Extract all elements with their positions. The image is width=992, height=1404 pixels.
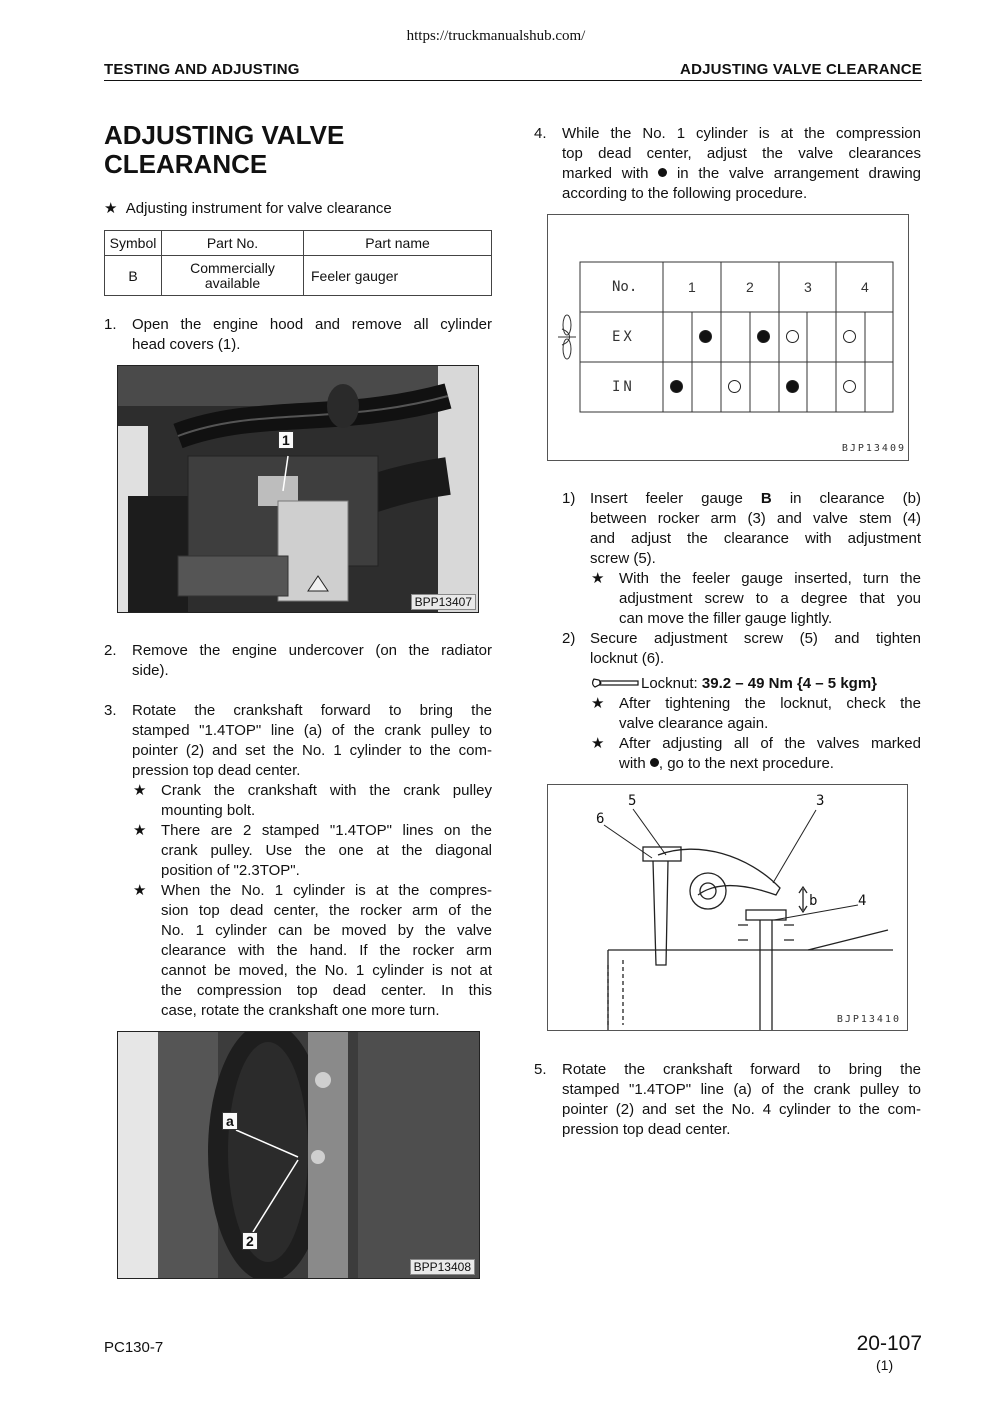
row-label-ex: EX xyxy=(612,329,635,345)
header-no: No. xyxy=(612,279,638,295)
row-label-in: IN xyxy=(612,379,635,395)
star-icon: ★ xyxy=(133,782,147,799)
step-3-text: Rotate the crankshaft forward to bring the stamped "1.4TOP" line (a) of the crank pulley to pointer (2) and set the No. 1 cylinder to the com- pression top dead center. xyxy=(132,702,492,779)
step-3-number: 3. xyxy=(104,702,117,719)
cyl-1: 1 xyxy=(688,279,696,295)
page-title: ADJUSTING VALVE CLEARANCE xyxy=(104,120,345,179)
filled-valve-mark-icon xyxy=(699,330,712,343)
page-number: 20-107 xyxy=(856,1332,922,1355)
photo-code: BPP13407 xyxy=(411,594,476,610)
engine-photo xyxy=(117,365,479,613)
label-5: 5 xyxy=(628,793,637,809)
step-4-number: 4. xyxy=(534,125,547,142)
callout-2: 2 xyxy=(242,1232,258,1250)
star-icon: ★ xyxy=(591,695,605,712)
col-header-symbol: Symbol xyxy=(105,231,162,256)
revision: (1) xyxy=(876,1357,894,1373)
step-3-note-2: There are 2 stamped "1.4TOP" lines on the crank pulley. Use the one at the diagonal position of "2.3TOP". xyxy=(161,822,492,879)
cell-part-name: Feeler gauger xyxy=(304,256,492,296)
source-url: https://truckmanualshub.com/ xyxy=(406,28,586,44)
step-1-text: Open the engine hood and remove all cylinder head covers (1). xyxy=(132,316,492,353)
substep-1-number: 1) xyxy=(562,490,576,507)
wrench-icon xyxy=(591,676,641,690)
label-4: 4 xyxy=(858,893,867,909)
cell-symbol: B xyxy=(105,256,162,296)
photo-code: BPP13408 xyxy=(410,1259,475,1275)
open-valve-mark-icon xyxy=(728,380,741,393)
step-3-note-3: When the No. 1 cylinder is at the compres- sion top dead center, the rocker arm of the No. 1 cylinder can be moved by the valve clearance with the hand. If the rocker arm cannot be moved, the No. 1 cylinder is not at the compression top dead center. In this case, rotate the crankshaft one more turn. xyxy=(161,882,492,1019)
cyl-2: 2 xyxy=(746,279,754,295)
cell-part-no: Commercially available xyxy=(162,256,304,296)
valve-arrangement-figure xyxy=(547,214,909,461)
section-header: TESTING AND ADJUSTING xyxy=(104,61,300,78)
step-2-number: 2. xyxy=(104,642,117,659)
open-valve-mark-icon xyxy=(843,330,856,343)
substep-1-note: With the feeler gauge inserted, turn the adjustment screw to a degree that you can move the filler gauge lightly. xyxy=(619,570,921,627)
label-3: 3 xyxy=(816,793,825,809)
filled-valve-mark-icon xyxy=(757,330,770,343)
callout-a: a xyxy=(222,1112,238,1130)
substep-2-number: 2) xyxy=(562,630,576,647)
substep-2-text: Secure adjustment screw (5) and tighten locknut (6). xyxy=(590,630,921,667)
label-b: b xyxy=(809,893,818,909)
tool-intro: ★ Adjusting instrument for valve clearance xyxy=(104,200,392,217)
star-icon: ★ xyxy=(133,822,147,839)
tools-table xyxy=(104,230,492,296)
step-1-number: 1. xyxy=(104,316,117,333)
substep-2-note-1: After tightening the locknut, check the valve clearance again. xyxy=(619,695,921,732)
filled-dot-icon xyxy=(650,758,659,767)
star-icon: ★ xyxy=(591,735,605,752)
cyl-3: 3 xyxy=(804,279,812,295)
torque-spec: Locknut: 39.2 – 49 Nm {4 – 5 kgm} xyxy=(591,674,922,694)
star-icon: ★ xyxy=(104,200,118,217)
figure-code: BJP13409 xyxy=(841,443,906,454)
model-number: PC130-7 xyxy=(104,1339,164,1356)
col-header-part-no: Part No. xyxy=(162,231,304,256)
rocker-arm-figure xyxy=(547,784,908,1031)
callout-1: 1 xyxy=(278,431,294,449)
filled-dot-icon xyxy=(658,168,667,177)
crank-pulley-illustration xyxy=(118,1032,479,1278)
step-3-note-1: Crank the crankshaft with the crank pulley mounting bolt. xyxy=(161,782,492,819)
header-rule xyxy=(104,80,922,81)
crank-pulley-photo xyxy=(117,1031,480,1279)
step-5-number: 5. xyxy=(534,1061,547,1078)
page-topic-header: ADJUSTING VALVE CLEARANCE xyxy=(680,61,922,78)
filled-valve-mark-icon xyxy=(670,380,683,393)
substep-1-text: Insert feeler gauge B in clearance (b) between rocker arm (3) and valve stem (4) and adjust the clearance with adjustment screw (5). xyxy=(590,490,921,567)
col-header-part-name: Part name xyxy=(304,231,492,256)
filled-valve-mark-icon xyxy=(786,380,799,393)
star-icon: ★ xyxy=(591,570,605,587)
cyl-4: 4 xyxy=(861,279,869,295)
step-2-text: Remove the engine undercover (on the radiator side). xyxy=(132,642,492,679)
substep-2-note-2: After adjusting all of the valves marked with , go to the next procedure. xyxy=(619,735,921,772)
star-icon: ★ xyxy=(133,882,147,899)
open-valve-mark-icon xyxy=(786,330,799,343)
step-4-text: While the No. 1 cylinder is at the compression top dead center, adjust the valve clearances marked with in the valve arrangement drawing according to the following procedure. xyxy=(562,125,922,202)
figure-code: BJP13410 xyxy=(836,1014,901,1025)
open-valve-mark-icon xyxy=(843,380,856,393)
label-6: 6 xyxy=(596,811,605,827)
step-5-text: Rotate the crankshaft forward to bring the stamped "1.4TOP" line (a) of the crank pulley to pointer (2) and set the No. 4 cylinder to the com- pression top dead center. xyxy=(562,1061,921,1138)
engine-illustration xyxy=(118,366,478,612)
